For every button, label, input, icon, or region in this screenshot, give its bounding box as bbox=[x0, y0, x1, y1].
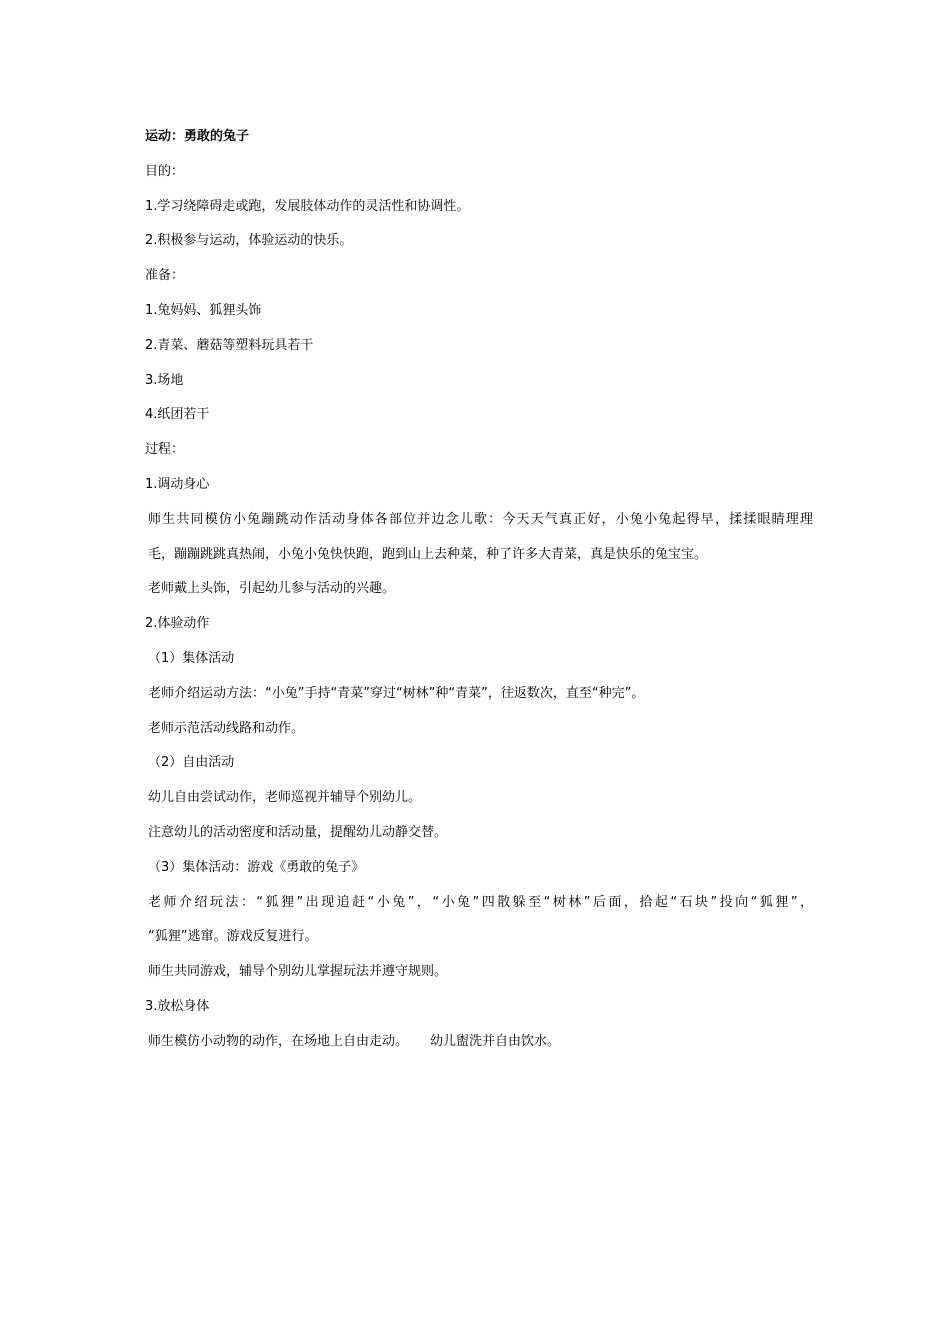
step1-paragraph-line-1: 师生共同模仿小兔蹦跳动作活动身体各部位并边念儿歌：今天天气真正好，小兔小兔起得早，揉揉眼睛理理 bbox=[148, 511, 813, 527]
document-body bbox=[145, 126, 825, 1066]
prep-item-2: 2.青菜、蘑菇等塑料玩具若干 bbox=[145, 337, 314, 353]
step3-paragraph-part-a: 师生模仿小动物的动作，在场地上自由走动。 bbox=[148, 1033, 409, 1049]
prep-item-3: 3.场地 bbox=[145, 372, 184, 388]
process-heading: 过程： bbox=[145, 442, 185, 458]
step1-paragraph-line-2: 毛，蹦蹦跳跳真热闹，小兔小兔快快跑，跑到山上去种菜，种了许多大青菜，真是快乐的兔宝宝。 bbox=[148, 546, 708, 562]
step3-heading: 3.放松身体 bbox=[145, 998, 210, 1014]
step2-sub2-line-1: 幼儿自由尝试动作，老师巡视并辅导个别幼儿。 bbox=[148, 790, 422, 806]
step1-paragraph-2: 老师戴上头饰，引起幼儿参与活动的兴趣。 bbox=[148, 581, 396, 597]
step1-heading: 1.调动身心 bbox=[145, 476, 210, 492]
step2-sub3-line-1a: 老师介绍玩法：“狐狸”出现追赶“小兔”，“小兔”四散躲至“树林”后面，拾起“石块”投向“狐狸”， bbox=[148, 894, 813, 910]
goal-item-2: 2.积极参与运动，体验运动的快乐。 bbox=[145, 233, 353, 249]
document-title: 运动：勇敢的兔子 bbox=[145, 129, 250, 144]
prep-item-4: 4.纸团若干 bbox=[145, 407, 210, 423]
prep-heading: 准备： bbox=[145, 268, 185, 284]
step2-sub1-line-2: 老师示范活动线路和动作。 bbox=[148, 720, 305, 736]
step2-sub3-line-1b: “狐狸”逃窜。游戏反复进行。 bbox=[148, 929, 318, 945]
goal-heading: 目的： bbox=[145, 163, 185, 179]
goal-item-1: 1.学习绕障碍走或跑，发展肢体动作的灵活性和协调性。 bbox=[145, 198, 470, 214]
step2-sub1-line-1: 老师介绍运动方法：“小兔”手持“青菜”穿过“树林”种“青菜”，往返数次，直至“种完”。 bbox=[148, 685, 645, 701]
prep-item-1: 1.兔妈妈、狐狸头饰 bbox=[145, 302, 262, 318]
step2-sub1-heading: （1）集体活动 bbox=[148, 650, 235, 666]
step3-paragraph-part-b: 幼儿盥洗并自由饮水。 bbox=[430, 1033, 561, 1049]
step2-heading: 2.体验动作 bbox=[145, 616, 210, 632]
step2-sub3-heading: （3）集体活动：游戏《勇敢的兔子》 bbox=[148, 859, 365, 875]
step2-sub2-heading: （2）自由活动 bbox=[148, 755, 235, 771]
step2-sub2-line-2: 注意幼儿的活动密度和活动量，提醒幼儿动静交替。 bbox=[148, 824, 448, 840]
step2-sub3-line-2: 师生共同游戏，辅导个别幼儿掌握玩法并遵守规则。 bbox=[148, 964, 448, 980]
step3-paragraph bbox=[145, 1031, 825, 1053]
